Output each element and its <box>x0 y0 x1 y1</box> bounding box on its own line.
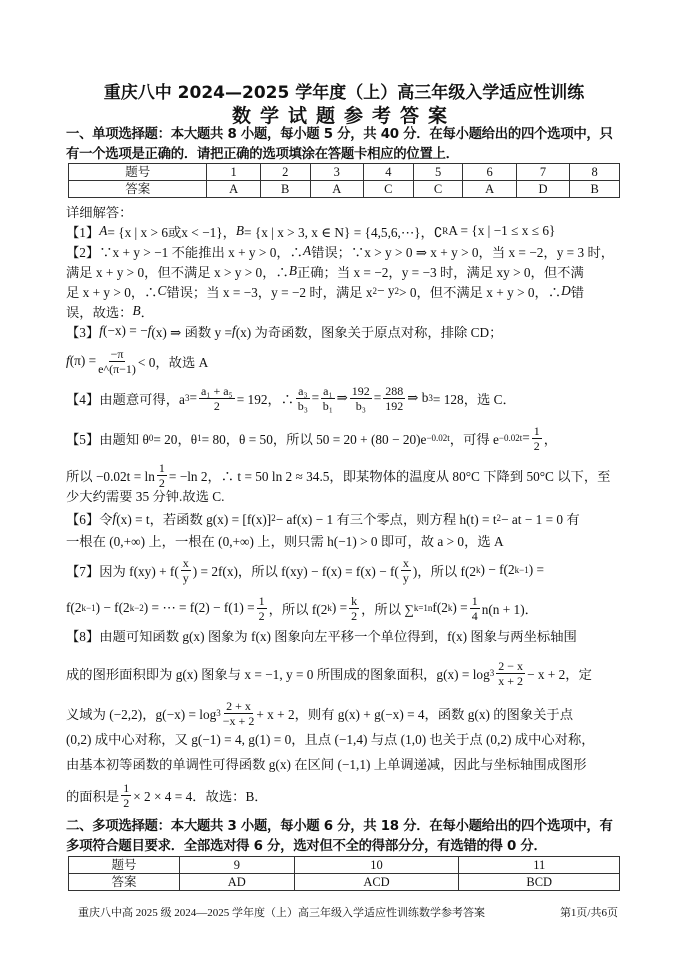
text-run: = 80，θ = 50，所以 50 = 20 + (80 − 20)e <box>201 431 427 447</box>
superscript: k−2 <box>129 603 144 613</box>
superscript: k <box>327 603 332 613</box>
text-run: ) − f(2 <box>95 600 130 615</box>
table-cell: 3 <box>310 164 363 181</box>
text-run: 【7】因为 f(xy) + f( <box>66 563 179 579</box>
solution-line <box>66 281 622 301</box>
solution-line <box>66 780 622 810</box>
superscript: k <box>476 565 481 575</box>
table-header-row <box>69 857 620 874</box>
superscript: n <box>427 603 433 613</box>
text-run: 【3】 <box>66 324 100 340</box>
solution-line <box>66 261 622 281</box>
solution-line <box>66 695 622 731</box>
detail-label: 详细解答： <box>66 204 133 220</box>
solution-line <box>66 728 622 748</box>
text-run: > 0，但不满足 x + y > 0，∴ <box>399 284 562 300</box>
fraction <box>321 384 335 413</box>
superscript: k−1 <box>81 603 96 613</box>
subscript: 0 <box>148 433 154 443</box>
table-cell: 5 <box>413 164 463 181</box>
page-number: 第1页/共6页 <box>559 907 618 919</box>
text-run: ，可得 e <box>449 431 499 447</box>
text-run: < 0，故选 A <box>137 354 209 370</box>
denominator: y <box>182 570 189 585</box>
text-run: )，所以 f(2 <box>412 563 477 579</box>
text-run: ， <box>543 431 558 447</box>
table-cell: 6 <box>463 164 516 181</box>
text-run: ． <box>140 304 154 320</box>
section2-heading: 二、多项选择题：本大题共 3 小题，每小题 6 分，共 18 分．在每小题给出的四个选项中，有多项符合题目要求．全部选对得 6 分，选对但不全的得部分分，有选错的得 0 分． <box>66 819 613 854</box>
table-cell: ACD <box>294 874 459 891</box>
fraction <box>223 699 255 728</box>
solution-line <box>66 301 622 321</box>
section2-answer-table <box>68 856 620 891</box>
text-run: − y <box>377 283 395 298</box>
text-run: = <box>373 390 382 405</box>
text-run: ) = <box>331 600 348 615</box>
text-run: = <box>311 390 320 405</box>
numerator: 288 <box>385 383 404 398</box>
text-run: (x) 为奇函数，图象关于原点对称，排除 CD； <box>235 324 503 340</box>
fraction <box>181 556 191 585</box>
text-run: = {x | x > 3, x ∈ N} = {4,5,6,⋯}，∁ <box>244 224 443 240</box>
fraction <box>383 384 405 413</box>
superscript: 2 <box>372 286 378 296</box>
denominator: 2 <box>213 398 220 413</box>
superscript: 2 <box>394 286 400 296</box>
text-run: 足 x + y > 0，∴ <box>66 284 158 300</box>
numerator: x <box>182 555 189 570</box>
text-run: (−x) = − <box>102 323 148 338</box>
text-run: − x + 2，定 <box>527 666 592 682</box>
denominator: b₃ <box>297 398 308 413</box>
text-run: 满足 x + y > 0，但不满足 x > y > 0，∴ <box>66 264 289 280</box>
table-cell: C <box>363 181 413 198</box>
fraction <box>349 594 359 623</box>
denominator: −x + 2 <box>222 713 255 728</box>
solution-line <box>66 221 622 241</box>
denominator: 192 <box>385 398 404 413</box>
superscript: k−1 <box>514 565 529 575</box>
table-cell: A <box>310 181 363 198</box>
text-run: ) = ⋯ = f(2) − f(1) = <box>143 600 255 615</box>
text-run: = {x | x > 6或x < −1}， <box>107 224 236 240</box>
table-cell: 11 <box>459 857 620 874</box>
superscript: 2 <box>271 513 276 523</box>
denominator: b₃ <box>355 398 366 413</box>
math-symbol: A <box>302 243 312 258</box>
math-symbol: A <box>99 223 108 238</box>
solution-line <box>66 625 622 645</box>
math-symbol: C <box>157 283 167 298</box>
math-symbol: B <box>132 303 141 318</box>
text-run: = 20，θ <box>153 431 198 447</box>
subscript: 1 <box>197 433 202 443</box>
section1-answer-table <box>68 163 620 198</box>
fraction <box>199 384 235 413</box>
solution-line <box>66 530 622 550</box>
subscript: 3 <box>216 708 221 718</box>
text-run: 【4】由题意可得，a <box>66 391 185 407</box>
math-symbol: B <box>235 223 245 238</box>
subscript: R <box>442 226 449 236</box>
table-cell: B <box>570 181 620 198</box>
superscript: −0.02t <box>498 433 523 443</box>
fraction <box>257 594 267 623</box>
text-run: 正确；当 x = −2，y = −3 时，满足 xy > 0，但不满 <box>296 264 584 280</box>
denominator: x + 2 <box>498 673 523 688</box>
denominator: e^(π−1) <box>98 361 136 376</box>
text-run: 【5】由题知 θ <box>66 431 149 447</box>
numerator: k <box>351 593 358 608</box>
table-cell: 8 <box>570 164 620 181</box>
table-cell: 题号 <box>69 164 207 181</box>
fraction <box>121 781 131 810</box>
text-run: + x + 2，则有 g(x) + g(−x) = 4，函数 g(x) 的图象关于点 <box>256 706 574 722</box>
text-run: 义域为 (−2,2)，g(−x) = log <box>66 706 217 722</box>
text-run: = 192，∴ <box>236 391 295 407</box>
text-run: 【1】 <box>66 224 100 240</box>
text-run: 的面积是 <box>66 788 120 804</box>
solution-line <box>66 553 622 587</box>
table-cell: AD <box>180 874 295 891</box>
numerator: a₁ + a₅ <box>200 383 233 398</box>
table-cell: 7 <box>516 164 569 181</box>
math-symbol: f <box>99 323 103 338</box>
denominator: b₁ <box>322 398 333 413</box>
numerator: 1 <box>533 423 540 438</box>
table-cell: D <box>516 181 569 198</box>
numerator: a₁ <box>323 383 333 398</box>
solution-line <box>66 321 622 341</box>
solution-line <box>66 590 622 626</box>
text-run: × 2 × 4 = 4．故选：B． <box>133 788 268 804</box>
text-run: 由基本初等函数的单调性可得函数 g(x) 在区间 (−1,1) 上单调递减，因此与坐标轴围成图形 <box>66 756 587 772</box>
solution-line <box>66 421 622 455</box>
fraction <box>98 347 136 376</box>
text-run: 少大约需要 35 分钟.故选 C. <box>66 488 225 504</box>
superscript: k <box>447 603 453 613</box>
solution-line <box>66 344 622 378</box>
text-run: = −ln 2，∴ t = 50 ln 2 ≈ 34.5，即某物体的温度从 80°C 下降到 50°C 以下，至 <box>168 468 611 484</box>
text-run: ) − f(2 <box>480 562 515 577</box>
table-answer-row <box>69 181 620 198</box>
document-subtitle: 数学试题参考答案 <box>231 105 456 127</box>
text-run: 一根在 (0,+∞) 上，一根在 (0,+∞) 上，则只需 h(−1) > 0 即可，故 a > 0，选 A <box>66 533 504 549</box>
solution-line <box>66 508 622 528</box>
denominator: 2 <box>533 438 540 453</box>
fraction <box>401 556 411 585</box>
fraction <box>470 594 480 623</box>
text-run: = <box>522 430 530 445</box>
table-cell: C <box>413 181 463 198</box>
denominator: 2 <box>123 795 130 810</box>
math-symbol: f <box>66 353 70 368</box>
numerator: 1 <box>123 780 130 795</box>
numerator: 1 <box>158 460 165 475</box>
superscript: 2 <box>496 513 502 523</box>
table-cell: 题号 <box>69 857 180 874</box>
text-run: (0,2) 成中心对称，又 g(−1) = 4, g(1) = 0，且点 (−1,4) 与点 (1,0) 也关于点 (0,2) 成中心对称， <box>66 731 595 747</box>
solution-line <box>66 752 622 774</box>
numerator: −π <box>110 346 124 361</box>
text-run: 成的图形面积即为 g(x) 图象与 x = −1, y = 0 所围成的图象面积，g(x) = log <box>66 666 490 682</box>
text-run: ) = <box>528 562 544 577</box>
text-run: (π) = <box>69 353 97 368</box>
table-cell: 4 <box>363 164 413 181</box>
solution-line <box>66 241 622 261</box>
numerator: x <box>402 555 409 570</box>
section1-heading: 一、单项选择题：本大题共 8 小题，每小题 5 分，共 40 分．在每小题给出的四个选项中，只有一个选项是正确的．请把正确的选项填涂在答题卡相应的位置上． <box>66 127 613 162</box>
subscript: k=1 <box>413 603 428 613</box>
solution-line <box>66 485 622 505</box>
table-cell: 答案 <box>69 874 180 891</box>
math-symbol: f <box>112 510 117 525</box>
text-run: ，所以 ∑ <box>361 601 414 617</box>
text-run: ⇒ <box>336 390 348 405</box>
math-symbol: B <box>288 263 297 278</box>
table-header-row <box>69 164 620 181</box>
text-run: (x) = t，若函数 g(x) = [f(x)] <box>116 511 272 527</box>
text-run: (x) ⇒ 函数 y = <box>151 324 232 340</box>
text-run: = <box>189 390 197 405</box>
subscript: 3 <box>184 393 190 403</box>
text-run: − af(x) − 1 有三个零点，则方程 h(t) = t <box>275 511 497 527</box>
table-cell: 1 <box>207 164 260 181</box>
fraction <box>296 384 310 413</box>
text-run: 所以 −0.02t = ln <box>66 468 155 484</box>
math-symbol: f <box>147 323 152 338</box>
math-symbol: f <box>232 323 236 338</box>
solution-line <box>66 655 622 691</box>
numerator: 192 <box>351 383 370 398</box>
table-cell: 9 <box>180 857 295 874</box>
footer-title: 重庆八中高 2025 级 2024—2025 学年度（上）高三年级入学适应性训练数学参考答案 <box>78 907 485 919</box>
table-cell: A <box>207 181 260 198</box>
numerator: 1 <box>471 593 478 608</box>
denominator: 4 <box>471 608 478 623</box>
superscript: −0.02t <box>426 433 450 443</box>
solution-line <box>66 381 622 415</box>
page-footer <box>78 904 618 920</box>
text-run: − at − 1 = 0 有 <box>501 511 580 527</box>
table-cell: 10 <box>294 857 459 874</box>
denominator: 2 <box>158 475 165 490</box>
table-cell: A <box>463 181 516 198</box>
text-run: ) = <box>452 600 468 615</box>
denominator: 2 <box>351 608 358 623</box>
text-run: A = {x | −1 ≤ x ≤ 6} <box>448 223 556 238</box>
text-run: 错误；∵x > y > 0 ⇒ x + y > 0，当 x = −2，y = 3 时， <box>311 244 615 260</box>
document-title: 重庆八中 2024—2025 学年度（上）高三年级入学适应性训练 <box>103 83 585 103</box>
denominator: 2 <box>258 608 265 623</box>
numerator: 2 + x <box>226 698 251 713</box>
subscript: 3 <box>428 393 433 403</box>
text-run: f(2 <box>66 600 82 615</box>
text-run: 错误；当 x = −3，y = −2 时，满足 x <box>166 284 373 300</box>
subscript: 3 <box>489 668 495 678</box>
text-run: ) = 2f(x)，所以 f(xy) − f(x) = f(x) − f( <box>192 563 399 579</box>
text-run: ⇒ b <box>407 390 429 405</box>
math-symbol: D <box>561 283 571 298</box>
text-run: 【8】由题可知函数 g(x) 图象为 f(x) 图象向左平移一个单位得到，f(x) 图象与两坐标轴围 <box>66 628 577 644</box>
numerator: 2 − x <box>498 658 523 673</box>
fraction <box>350 384 372 413</box>
text-run: n(n + 1)． <box>481 601 538 617</box>
numerator: 1 <box>258 593 265 608</box>
text-run: f(2 <box>432 600 448 615</box>
table-cell: 2 <box>260 164 310 181</box>
denominator: y <box>402 570 409 585</box>
fraction <box>532 424 542 453</box>
table-cell: BCD <box>459 874 620 891</box>
text-run: 错 <box>570 284 585 300</box>
table-cell: B <box>260 181 310 198</box>
text-run: ，所以 f(2 <box>268 601 328 617</box>
text-run: 误，故选： <box>66 304 133 320</box>
numerator: a₃ <box>298 383 308 398</box>
text-run: 【6】令 <box>66 511 113 527</box>
table-answer-row <box>69 874 620 891</box>
fraction <box>496 659 525 688</box>
table-cell: 答案 <box>69 181 207 198</box>
text-run: = 128，选 C． <box>432 391 516 407</box>
text-run: 【2】∵x + y > −1 不能推出 x + y > 0，∴ <box>66 244 303 260</box>
